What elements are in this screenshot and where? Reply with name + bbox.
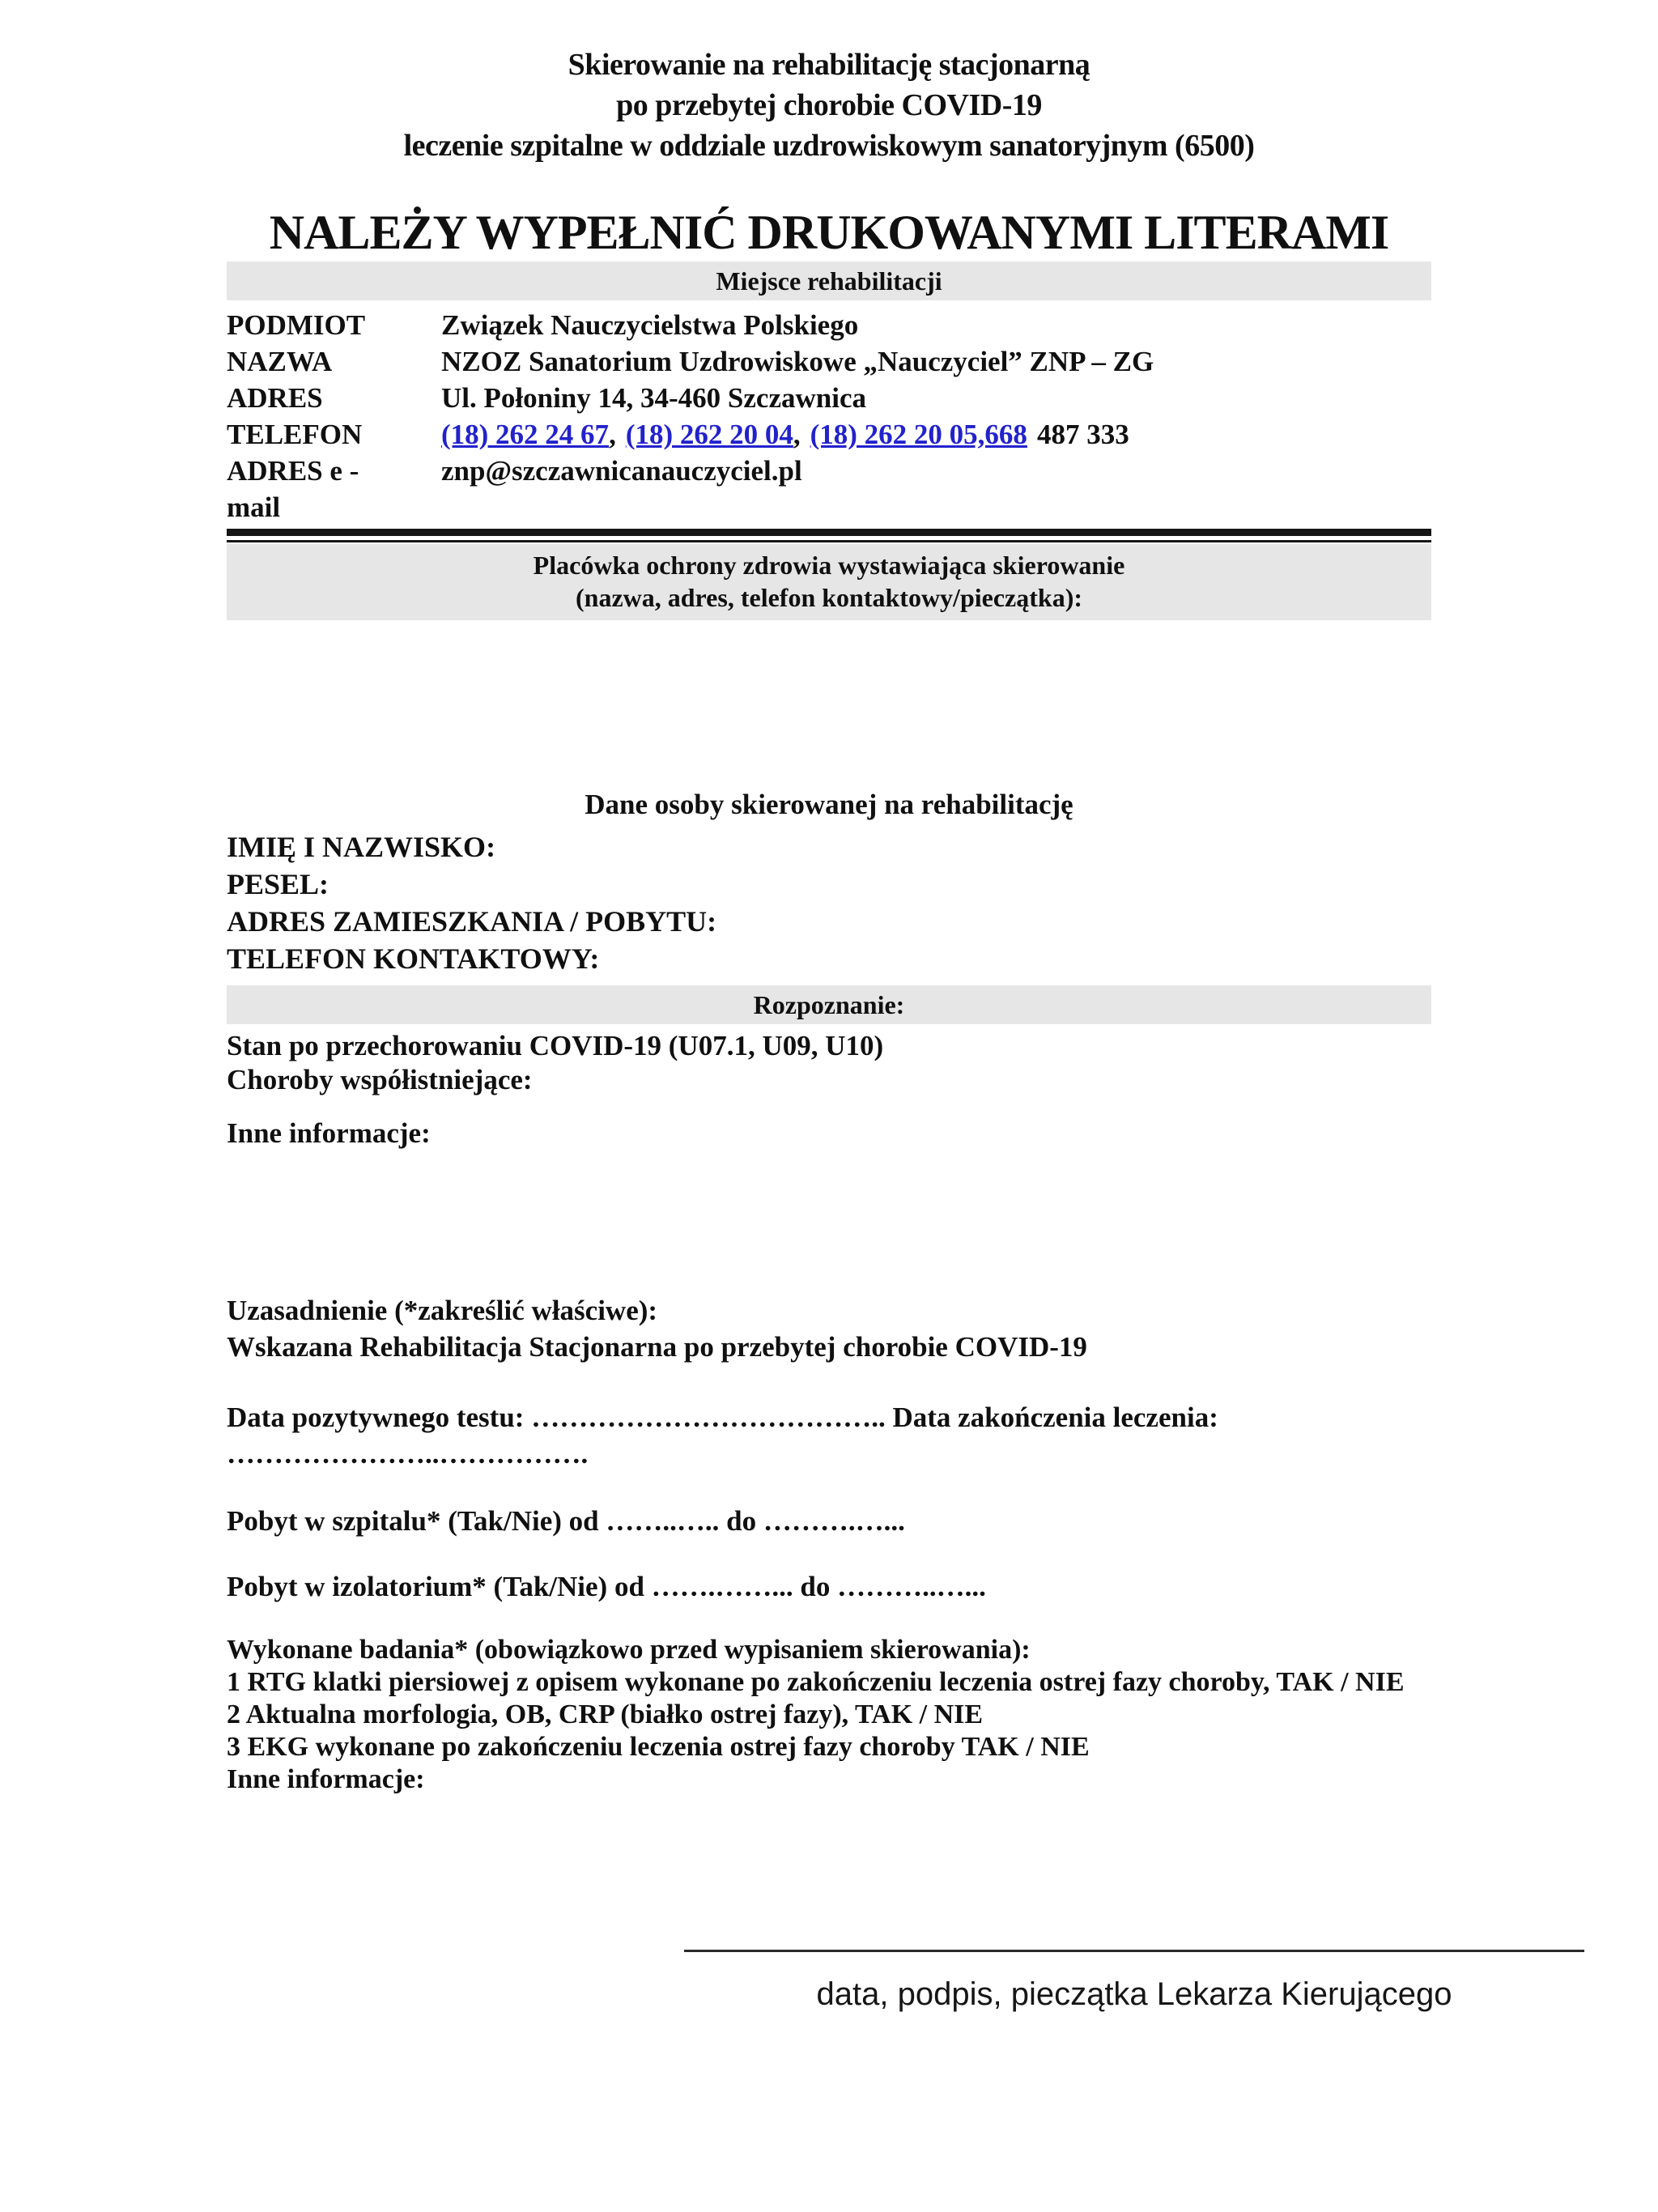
field-imie-nazwisko: IMIĘ I NAZWISKO: — [227, 831, 496, 863]
email-label — [227, 453, 441, 525]
badania-item-ekg: 3 EKG wykonane po zakończeniu leczenia ostrej fazy choroby TAK / NIE — [227, 1732, 1090, 1762]
nazwa-value: NZOZ Sanatorium Uzdrowiskowe „Nauczyciel” ZNP – ZG — [441, 346, 1154, 377]
podmiot-label: PODMIOT — [227, 309, 366, 341]
fill-instruction-heading: NALEŻY WYPEŁNIĆ DRUKOWANYMI LITERAMI — [269, 206, 1389, 259]
section-header-rozpoznanie: Rozpoznanie: — [227, 985, 1431, 1024]
phone-link-3[interactable]: (18) 262 20 05,668 — [810, 419, 1027, 450]
patient-fields — [227, 828, 1431, 977]
hospital-stay-line: Pobyt w szpitalu* (Tak/Nie) od ……..….. do ……….…... — [227, 1505, 905, 1537]
phone-separator-2: , — [793, 419, 801, 450]
badania-other-info: Inne informacje: — [227, 1764, 425, 1794]
positive-test-date-line: Data pozytywnego testu: ……………………………….. Data zakończenia leczenia: — [227, 1402, 1218, 1433]
test-dates-block — [227, 1399, 1431, 1472]
signature-caption: data, podpis, pieczątka Lekarza Kierującego — [816, 1976, 1452, 2012]
section-header-placowka — [227, 544, 1431, 620]
document-title — [0, 45, 1658, 166]
phone-link-1[interactable]: (18) 262 24 67 — [441, 419, 610, 450]
podmiot-value: Związek Nauczycielstwa Polskiego — [441, 309, 859, 341]
adres-value: Ul. Połoniny 14, 34-460 Szczawnica — [441, 382, 866, 414]
badania-item-morfologia: 2 Aktualna morfologia, OB, CRP (białko ostrej fazy), TAK / NIE — [227, 1699, 984, 1729]
isolation-stay-line: Pobyt w izolatorium* (Tak/Nie) od …….……... do ………..…... — [227, 1571, 986, 1602]
badania-heading: Wykonane badania* (obowiązkowo przed wypisaniem skierowania): — [227, 1635, 1031, 1665]
double-rule-divider — [227, 529, 1431, 542]
email-label-line-2: mail — [227, 491, 281, 523]
rozpoznanie-lines — [227, 1029, 1431, 1151]
placowka-line-2: (nazwa, adres, telefon kontaktowy/pieczątka): — [575, 583, 1082, 612]
facility-info-table — [227, 307, 1431, 525]
table-row-email — [227, 453, 1431, 525]
signature-area — [684, 1950, 1584, 2013]
section-header-dane-osoby: Dane osoby skierowanej na rehabilitację — [585, 789, 1073, 820]
signature-line — [684, 1950, 1584, 1952]
diagnosis-other-info: Inne informacje: — [227, 1117, 431, 1149]
telefon-label: TELEFON — [227, 419, 363, 450]
phone-extra-number: 487 333 — [1036, 419, 1129, 450]
section-header-miejsce-rehabilitacji: Miejsce rehabilitacji — [227, 262, 1431, 300]
adres-label: ADRES — [227, 382, 323, 414]
uzasadnienie-block — [227, 1292, 1431, 1365]
table-row-adres — [227, 380, 1431, 416]
table-row-telefon — [227, 416, 1431, 453]
placowka-line-1: Placówka ochrony zdrowia wystawiająca skierowanie — [533, 551, 1125, 580]
diagnosis-covid-status: Stan po przechorowaniu COVID-19 (U07.1, U09, U10) — [227, 1030, 884, 1061]
email-label-line-1: ADRES e - — [227, 455, 359, 487]
badania-item-rtg: 1 RTG klatki piersiowej z opisem wykonane po zakończeniu leczenia ostrej fazy choroby, TAK / NIE — [227, 1667, 1405, 1697]
title-line-2: po przebytej chorobie COVID-19 — [616, 88, 1042, 122]
uzasadnienie-recommendation: Wskazana Rehabilitacja Stacjonarna po przebytej chorobie COVID-19 — [227, 1331, 1087, 1363]
badania-block — [227, 1634, 1431, 1796]
table-row-nazwa — [227, 343, 1431, 380]
uzasadnienie-heading: Uzasadnienie (*zakreślić właściwe): — [227, 1295, 658, 1326]
phone-link-2[interactable]: (18) 262 20 04 — [625, 419, 793, 450]
field-pesel: PESEL: — [227, 868, 329, 900]
phone-separator-1: , — [609, 419, 616, 450]
nazwa-label: NAZWA — [227, 346, 333, 377]
email-value: znp@szczawnicanauczyciel.pl — [441, 455, 802, 487]
title-line-3: leczenie szpitalne w oddziale uzdrowiskowym sanatoryjnym (6500) — [403, 129, 1255, 163]
title-line-1: Skierowanie na rehabilitację stacjonarną — [568, 48, 1090, 82]
stamp-blank-area — [0, 620, 1658, 786]
table-row-podmiot — [227, 307, 1431, 343]
treatment-end-date-dots: …………………..……………. — [227, 1438, 589, 1470]
diagnosis-comorbidities: Choroby współistniejące: — [227, 1064, 533, 1095]
telefon-value — [441, 416, 1431, 453]
field-telefon-kontaktowy: TELEFON KONTAKTOWY: — [227, 942, 600, 975]
field-adres-zamieszkania: ADRES ZAMIESZKANIA / POBYTU: — [227, 905, 717, 938]
